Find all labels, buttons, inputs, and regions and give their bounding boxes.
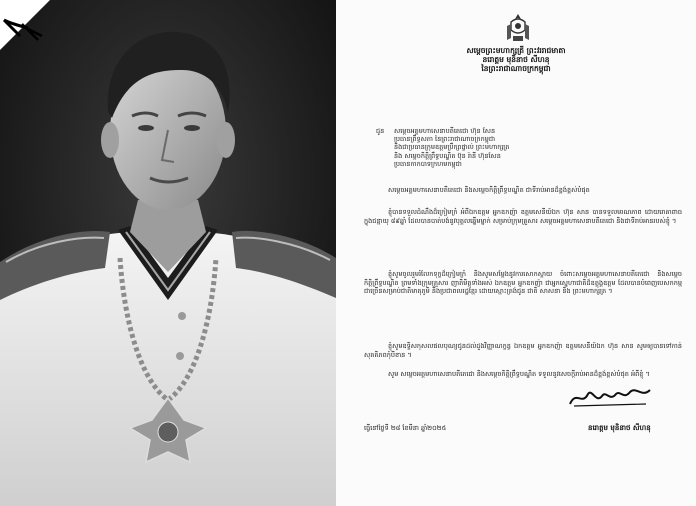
body-paragraph: ខ្ញុំបានទទួលដំណឹងដ៏ក្រៀមក្រំ អំពីឯកឧត្តម អ្នកឧកញ៉ា ឧត្តមសេនីយ៍ឯក ហ៊ុន សាន បានទទួលមរណភាព ដោយរោគាពាធ ក្នុងជន្មាយុ ៨៩ឆ្នាំ ដែលបានបាត់បង់នូវបុគ្គលឆ្នើមម្នាក់ សម្រាប់ក្រុមគ្រួសារ សម្តេចអគ្គមហាសេនាបតីតេជោ និងជាទីរាប់អានរបស់ខ្ញុំ ។ xyxy=(364,208,682,225)
recipient-line: ប្រធានព្រឹទ្ធសភា នៃព្រះរាជាណាចក្រកម្ពុជា xyxy=(394,135,496,144)
condolence-letter xyxy=(336,0,696,506)
letter-header xyxy=(336,46,696,73)
recipient-line: និងជាប្រធានក្រុមឧត្តមប្រឹក្សាផ្ទាល់ ព្រះមហាក្សត្រ xyxy=(394,143,510,152)
portrait-image xyxy=(0,0,336,506)
signer-name: នរោត្តម មុនិនាថ សីហនុ xyxy=(588,424,651,432)
royal-crest-icon xyxy=(504,12,532,44)
memorial-portrait-panel xyxy=(0,0,336,506)
recipient-label: ជូន xyxy=(376,127,385,135)
recipient-line: និង សម្តេចកិត្តិព្រឹទ្ធបណ្ឌិត ប៊ុន រ៉ានី ហ៊ុនសែន xyxy=(394,151,501,160)
header-title: សម្តេចព្រះមហាក្សត្រី ព្រះវររាជមាតា xyxy=(466,46,566,55)
handwritten-signature xyxy=(566,384,656,410)
body-paragraph: ខ្ញុំសូមឧទ្ទិសកុសលផលបុណ្យជូនដល់ដួងវិញ្ញាណក្ខន្ធ ឯកឧត្តម អ្នកឧកញ៉ា ឧត្តមសេនីយ៍ឯក ហ៊ុន សាន សូមឲ្យបានទៅកាន់សុគតិភពកុំបីខាន ។ xyxy=(364,342,682,359)
header-name: នរោត្តម មុនិនាថ សីហនុ xyxy=(482,55,550,64)
salutation-paragraph: សម្តេចអគ្គមហាសេនាបតីតេជោ និងសម្តេចកិត្តិព្រឹទ្ធបណ្ឌិត ជាទីរាប់អានដ៏ខ្ពង់ខ្ពស់បំផុត xyxy=(388,186,590,194)
body-paragraph: ខ្ញុំសូមចូលរួមរំលែកទុក្ខដ៏ក្រៀមក្រំ និងសូមសម្តែងនូវការសោកស្តាយ ចំពោះសម្តេចអគ្គមហាសេនាបតីតេជោ និងសម្តេចកិត្តិព្រឹទ្ធបណ្ឌិត ព្រមទាំងក្រុមគ្រួសារ ញាតិមិត្តទាំងអស់ ឯកឧត្តម អ្នកឧកញ៉ា ជាអ្នកស្នេហាជាតិដ៏ឧត្តុង្គឧត្តម ដែលបានបំពេញបេសកកម្មជាច្រើនសម្រាប់ជាតិមាតុភូមិ និងប្រជាពលរដ្ឋខ្មែរ ដោយស្មោះត្រង់ជូន ជាតិ សាសនា និង ព្រះមហាក្សត្រ ។ xyxy=(364,270,682,296)
header-kingdom: នៃព្រះរាជាណាចក្រកម្ពុជា xyxy=(481,64,551,73)
recipient-line: សម្តេចអគ្គមហាសេនាបតីតេជោ ហ៊ុន សែន xyxy=(394,127,496,135)
closing-paragraph: សូម សម្តេចអគ្គមហាសេនាបតីតេជោ និងសម្តេចកិត្តិព្រឹទ្ធបណ្ឌិត ទទួលនូវសេចក្តីរាប់អានដ៏ខ្ពង់ខ្ពស់បំផុត អំពីខ្ញុំ ។ xyxy=(388,370,650,378)
mourning-ribbon-icon xyxy=(0,0,50,50)
recipient-line: ប្រធានកាកបាទក្រហមកម្ពុជា xyxy=(394,159,462,168)
letter-date: ធ្វើនៅថ្ងៃទី ២៨ ខែមីនា ឆ្នាំ២០២៥ xyxy=(364,424,447,432)
